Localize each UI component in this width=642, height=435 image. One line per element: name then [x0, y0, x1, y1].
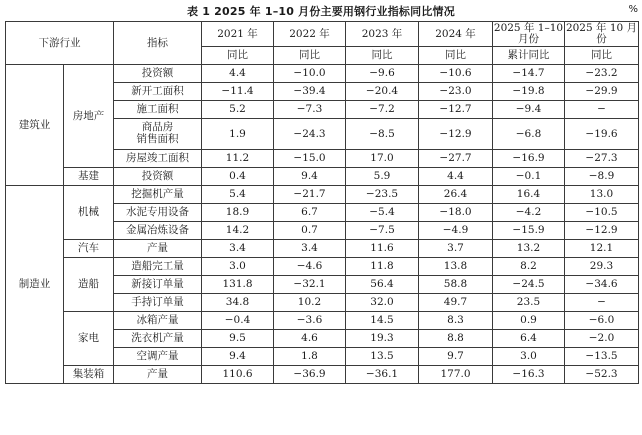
value-cell: −4.6	[274, 258, 346, 276]
value-cell: 14.5	[346, 312, 419, 330]
value-cell: 13.2	[493, 240, 565, 258]
value-cell: 32.0	[346, 294, 419, 312]
value-cell: −27.7	[419, 150, 493, 168]
table-title-row	[0, 0, 642, 20]
indicator-cell: 投资额	[114, 65, 202, 83]
value-cell: 17.0	[346, 150, 419, 168]
unit-label: %	[628, 4, 638, 15]
value-cell: −20.4	[346, 83, 419, 101]
value-cell: 0.4	[202, 168, 274, 186]
value-cell: −12.7	[419, 101, 493, 119]
value-cell: 5.4	[202, 186, 274, 204]
header-year: 2025 年 10 月份	[565, 21, 638, 45]
value-cell: −8.9	[565, 168, 639, 186]
value-cell: 8.8	[419, 330, 493, 348]
table-row	[6, 240, 639, 258]
value-cell: −3.6	[274, 312, 346, 330]
value-cell: −23.0	[419, 83, 493, 101]
indicator-cell: 新开工面积	[114, 83, 202, 101]
value-cell: −21.7	[274, 186, 346, 204]
table-title: 表 1 2025 年 1–10 月份主要用钢行业指标同比情况	[187, 5, 455, 18]
table-row	[6, 312, 639, 330]
group-cell: 制造业	[6, 186, 64, 384]
subgroup-cell: 家电	[64, 312, 114, 366]
value-cell: −23.2	[565, 65, 639, 83]
value-cell: 0.7	[274, 222, 346, 240]
header-sub: 同比	[202, 47, 274, 65]
header-indicator: 指标	[114, 22, 202, 65]
subgroup-cell: 集装箱	[64, 366, 114, 384]
subgroup-cell: 造船	[64, 258, 114, 312]
indicator-cell: 造船完工量	[114, 258, 202, 276]
value-cell: 9.7	[419, 348, 493, 366]
value-cell: −14.7	[493, 65, 565, 83]
value-cell: −36.1	[346, 366, 419, 384]
value-cell: 4.4	[202, 65, 274, 83]
value-cell: −24.5	[493, 276, 565, 294]
value-cell: 16.4	[493, 186, 565, 204]
header-sub: 同比	[346, 47, 419, 65]
header-sub: 同比	[565, 47, 639, 65]
subgroup-cell: 房地产	[64, 65, 114, 168]
value-cell: −36.9	[274, 366, 346, 384]
table-row	[6, 65, 639, 83]
value-cell: 110.6	[202, 366, 274, 384]
value-cell: −11.4	[202, 83, 274, 101]
indicator-cell: 水泥专用设备	[114, 204, 202, 222]
indicator-cell: 空调产量	[114, 348, 202, 366]
value-cell: 9.5	[202, 330, 274, 348]
table-row	[6, 186, 639, 204]
value-cell: 8.3	[419, 312, 493, 330]
value-cell: −12.9	[565, 222, 639, 240]
value-cell: 3.0	[202, 258, 274, 276]
indicator-cell: 产量	[114, 366, 202, 384]
value-cell: 11.6	[346, 240, 419, 258]
indicator-cell: 商品房 销售面积	[114, 119, 202, 150]
value-cell: −15.9	[493, 222, 565, 240]
value-cell: −13.5	[565, 348, 639, 366]
value-cell: 4.4	[419, 168, 493, 186]
value-cell: 11.8	[346, 258, 419, 276]
value-cell: 19.3	[346, 330, 419, 348]
indicator-cell: 冰箱产量	[114, 312, 202, 330]
value-cell: 8.2	[493, 258, 565, 276]
subgroup-cell: 汽车	[64, 240, 114, 258]
header-industry: 下游行业	[6, 22, 114, 65]
header-row-years	[6, 22, 639, 47]
value-cell: −10.6	[419, 65, 493, 83]
group-cell: 建筑业	[6, 65, 64, 186]
header-year: 2024 年	[419, 22, 493, 47]
indicator-cell: 挖掘机产量	[114, 186, 202, 204]
value-cell: 3.4	[202, 240, 274, 258]
steel-industry-table	[5, 21, 639, 384]
value-cell: −19.6	[565, 119, 639, 150]
value-cell: 3.4	[274, 240, 346, 258]
header-sub: 累计同比	[493, 47, 565, 65]
value-cell: −16.3	[493, 366, 565, 384]
indicator-cell: 房屋竣工面积	[114, 150, 202, 168]
table-row	[6, 258, 639, 276]
value-cell: −5.4	[346, 204, 419, 222]
header-year: 2022 年	[274, 22, 346, 47]
indicator-cell: 产量	[114, 240, 202, 258]
value-cell: 13.0	[565, 186, 639, 204]
value-cell: −23.5	[346, 186, 419, 204]
value-cell: 13.8	[419, 258, 493, 276]
indicator-cell: 手持订单量	[114, 294, 202, 312]
subgroup-cell: 基建	[64, 168, 114, 186]
value-cell: −19.8	[493, 83, 565, 101]
indicator-cell: 洗衣机产量	[114, 330, 202, 348]
indicator-cell: 施工面积	[114, 101, 202, 119]
value-cell: −10.0	[274, 65, 346, 83]
value-cell: 5.2	[202, 101, 274, 119]
value-cell: 5.9	[346, 168, 419, 186]
value-cell: −27.3	[565, 150, 639, 168]
value-cell: −29.9	[565, 83, 639, 101]
value-cell: 58.8	[419, 276, 493, 294]
value-cell: 1.8	[274, 348, 346, 366]
value-cell: 9.4	[202, 348, 274, 366]
value-cell: −12.9	[419, 119, 493, 150]
value-cell: −7.3	[274, 101, 346, 119]
value-cell: −	[565, 294, 639, 312]
value-cell: 13.5	[346, 348, 419, 366]
header-sub: 同比	[419, 47, 493, 65]
value-cell: 14.2	[202, 222, 274, 240]
value-cell: 10.2	[274, 294, 346, 312]
value-cell: 0.9	[493, 312, 565, 330]
value-cell: 23.5	[493, 294, 565, 312]
value-cell: 4.6	[274, 330, 346, 348]
value-cell: 9.4	[274, 168, 346, 186]
value-cell: −32.1	[274, 276, 346, 294]
value-cell: 34.8	[202, 294, 274, 312]
indicator-cell: 金属冶炼设备	[114, 222, 202, 240]
indicator-cell: 投资额	[114, 168, 202, 186]
value-cell: −39.4	[274, 83, 346, 101]
value-cell: −2.0	[565, 330, 639, 348]
value-cell: −0.4	[202, 312, 274, 330]
value-cell: 6.7	[274, 204, 346, 222]
table-row	[6, 168, 639, 186]
value-cell: −24.3	[274, 119, 346, 150]
value-cell: −34.6	[565, 276, 639, 294]
table-row	[6, 366, 639, 384]
indicator-cell: 新接订单量	[114, 276, 202, 294]
value-cell: −18.0	[419, 204, 493, 222]
value-cell: 56.4	[346, 276, 419, 294]
subgroup-cell: 机械	[64, 186, 114, 240]
value-cell: −10.5	[565, 204, 639, 222]
value-cell: 11.2	[202, 150, 274, 168]
value-cell: −52.3	[565, 366, 639, 384]
value-cell: 26.4	[419, 186, 493, 204]
value-cell: −4.9	[419, 222, 493, 240]
value-cell: 131.8	[202, 276, 274, 294]
header-year: 2021 年	[202, 22, 274, 47]
value-cell: −7.2	[346, 101, 419, 119]
value-cell: −9.4	[493, 101, 565, 119]
header-year: 2025 年 1–10 月份	[493, 21, 564, 45]
value-cell: −	[565, 101, 639, 119]
value-cell: 3.7	[419, 240, 493, 258]
value-cell: −6.8	[493, 119, 565, 150]
value-cell: −9.6	[346, 65, 419, 83]
value-cell: 12.1	[565, 240, 639, 258]
value-cell: 177.0	[419, 366, 493, 384]
value-cell: −16.9	[493, 150, 565, 168]
value-cell: −0.1	[493, 168, 565, 186]
value-cell: 1.9	[202, 119, 274, 150]
value-cell: −8.5	[346, 119, 419, 150]
value-cell: 18.9	[202, 204, 274, 222]
value-cell: −15.0	[274, 150, 346, 168]
value-cell: 6.4	[493, 330, 565, 348]
value-cell: −6.0	[565, 312, 639, 330]
header-year: 2023 年	[346, 22, 419, 47]
header-sub: 同比	[274, 47, 346, 65]
value-cell: −7.5	[346, 222, 419, 240]
value-cell: 49.7	[419, 294, 493, 312]
value-cell: −4.2	[493, 204, 565, 222]
value-cell: 29.3	[565, 258, 639, 276]
value-cell: 3.0	[493, 348, 565, 366]
